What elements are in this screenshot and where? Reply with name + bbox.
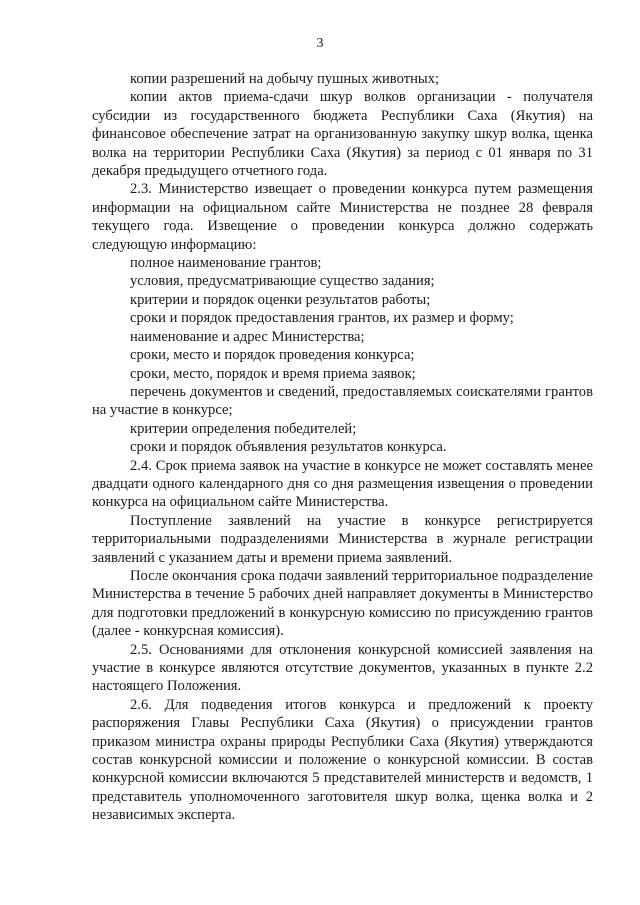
list-item-terms-grants: сроки и порядок предоставления грантов, их размер и форму; [130, 310, 514, 327]
document-body [92, 70, 593, 825]
page-number: 3 [316, 36, 324, 51]
list-item-results: сроки и порядок объявления результатов конкурса. [130, 439, 447, 456]
list-item-application-time: сроки, место, порядок и время приема заявок; [130, 365, 416, 382]
list-item-documents: перечень документов и сведений, предоставляемых соискателями грантов на участие в конкурсе; [92, 383, 593, 419]
list-item-ministry-address: наименование и адрес Министерства; [130, 328, 365, 345]
paragraph-after-deadline: После окончания срока подачи заявлений территориальное подразделение Министерства в течение 5 рабочих дней направляет документы в Министерство для подготовки предложений в конкурсную комиссию по присуждению грантов (далее - конкурсная комиссия). [92, 567, 593, 640]
list-item-conditions: условия, предусматривающие существо задания; [130, 273, 435, 290]
paragraph-registration: Поступление заявлений на участие в конкурсе регистрируется территориальными подразделениями Министерства в журнале регистрации заявлений с указанием даты и времени приема заявлений. [92, 512, 593, 566]
list-item-criteria: критерии и порядок оценки результатов работы; [130, 291, 431, 308]
paragraph-section-2-3: 2.3. Министерство извещает о проведении конкурса путем размещения информации на официальном сайте Министерства не позднее 28 февраля текущего года. Извещение о проведении конкурса должно содержать следующую информацию: [92, 181, 593, 253]
paragraph-acceptance-acts: копии актов приема-сдачи шкур волков организации - получателя субсидии из государственного бюджета Республики Саха (Якутия) на финансовое обеспечение затрат на организованную закупку шкур волка, щенка волка на территории Республики Саха (Якутия) за период с 01 января по 31 декабря предыдущего отчетного года. [92, 89, 593, 180]
paragraph-section-2-5: 2.5. Основаниями для отклонения конкурсной комиссией заявления на участие в конкурсе являются отсутствие документов, указанных в пункте 2.2 настоящего Положения. [92, 641, 593, 695]
list-item-contest-place: сроки, место и порядок проведения конкурса; [130, 347, 415, 364]
list-item-grant-name: полное наименование грантов; [130, 255, 322, 272]
paragraph-section-2-6: 2.6. Для подведения итогов конкурса и предложений к проекту распоряжения Главы Республики Саха (Якутия) о присуждении грантов приказом министра охраны природы Республики Саха (Якутия) утверждаются состав конкурсной комиссии и положение о конкурсной комиссии. В состав конкурсной комиссии включаются 5 представителей министерств и ведомств, 1 представитель уполномоченного заготовителя шкур волка, щенка волка и 2 независимых эксперта. [92, 696, 593, 824]
paragraph-permits-copies: копии разрешений на добычу пушных животных; [130, 71, 440, 87]
paragraph-section-2-4: 2.4. Срок приема заявок на участие в конкурсе не может составлять менее двадцати одного календарного дня со дня размещения извещения о проведении конкурса на официальном сайте Министерства. [92, 457, 593, 511]
list-item-winner-criteria: критерии определения победителей; [130, 420, 357, 437]
